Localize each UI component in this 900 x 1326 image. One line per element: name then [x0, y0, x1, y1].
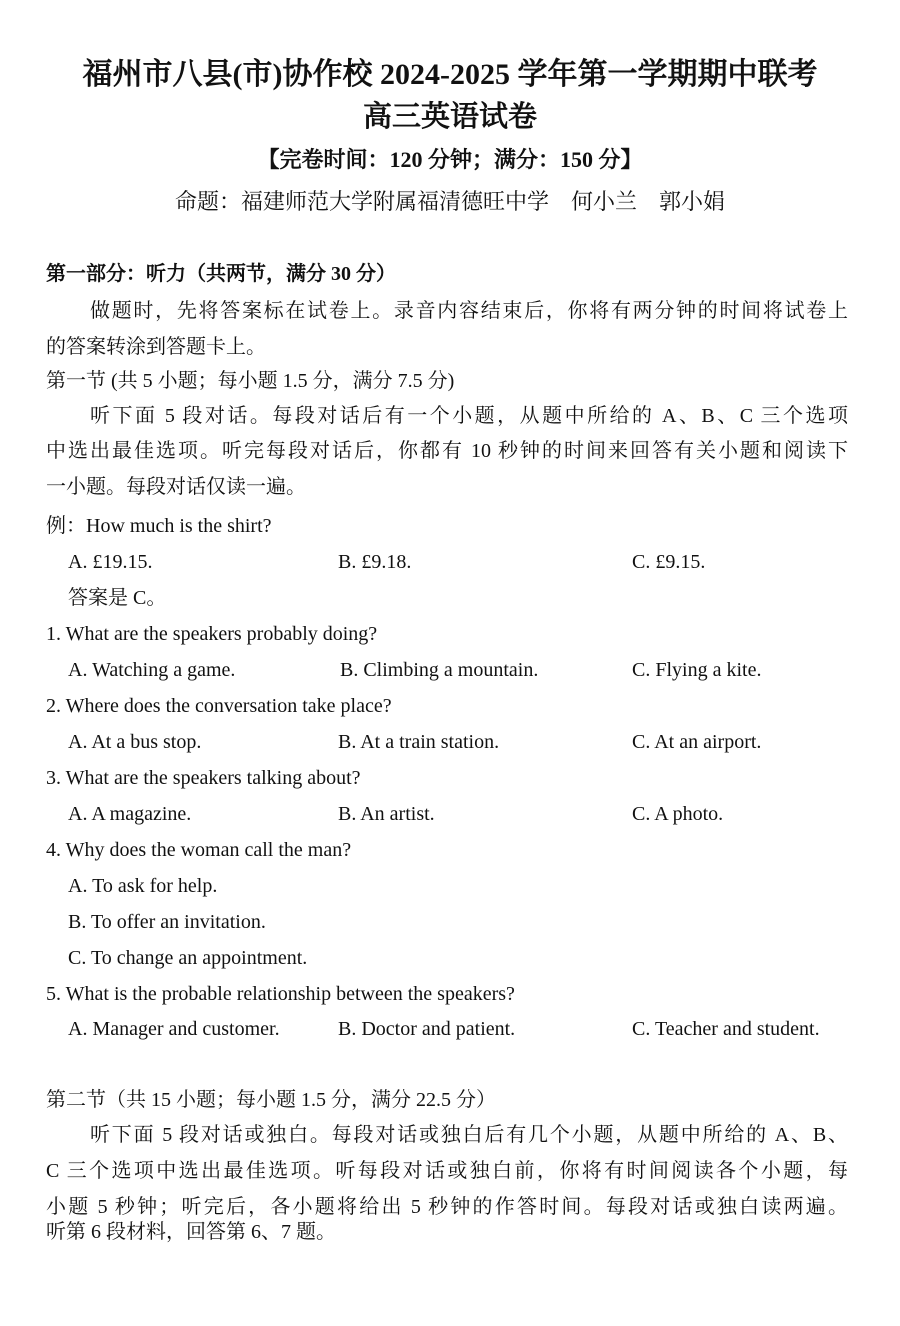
example-option-c: C. £9.15. [632, 551, 706, 573]
q5-option-a: A. Manager and customer. [68, 1018, 280, 1040]
example-option-b: B. £9.18. [338, 551, 412, 573]
question-2: 2. Where does the conversation take place? [46, 695, 392, 717]
section1-intro-line: 一小题。每段对话仅读一遍。 [46, 476, 306, 498]
q2-option-c: C. At an airport. [632, 731, 762, 753]
section1-intro-line: 听下面 5 段对话。每段对话后有一个小题，从题中所给的 A、B、C 三个选项 [90, 405, 848, 427]
question-5: 5. What is the probable relationship between the speakers? [46, 983, 515, 1005]
q4-option-c: C. To change an appointment. [68, 947, 308, 969]
section1-intro-line: 中选出最佳选项。听完每段对话后，你都有 10 秒钟的时间来回答有关小题和阅读下 [46, 440, 848, 462]
example-answer: 答案是 C。 [68, 587, 167, 609]
part1-intro-line: 做题时，先将答案标在试卷上。录音内容结束后，你将有两分钟的时间将试卷上 [90, 300, 848, 322]
example-option-a: A. £19.15. [68, 551, 153, 573]
authors: 命题：福建师范大学附属福清德旺中学 何小兰 郭小娟 [174, 189, 725, 214]
part1-heading: 第一部分：听力（共两节，满分 30 分） [46, 263, 396, 285]
time-info: 【完卷时间：120 分钟；满分：150 分】 [257, 147, 643, 172]
section2-intro-line: C 三个选项中选出最佳选项。听每段对话或独白前，你将有时间阅读各个小题，每 [46, 1160, 848, 1182]
q1-option-b: B. Climbing a mountain. [340, 659, 539, 681]
q2-option-b: B. At a train station. [338, 731, 500, 753]
example-question: 例：How much is the shirt? [46, 515, 272, 537]
section2-intro-line: 听下面 5 段对话或独白。每段对话或独白后有几个小题，从题中所给的 A、B、 [90, 1124, 848, 1146]
q4-option-b: B. To offer an invitation. [68, 911, 266, 933]
q1-option-a: A. Watching a game. [68, 659, 236, 681]
question-4: 4. Why does the woman call the man? [46, 839, 352, 861]
section2-intro-line: 小题 5 秒钟；听完后，各小题将给出 5 秒钟的作答时间。每段对话或独白读两遍。 [46, 1196, 848, 1218]
q2-option-a: A. At a bus stop. [68, 731, 202, 753]
exam-title: 福州市八县(市)协作校 2024-2025 学年第一学期期中联考 [82, 58, 818, 91]
q3-option-a: A. A magazine. [68, 803, 192, 825]
section2-heading: 第二节（共 15 小题；每小题 1.5 分，满分 22.5 分） [46, 1089, 496, 1111]
section1-heading: 第一节 (共 5 小题；每小题 1.5 分，满分 7.5 分) [46, 370, 455, 392]
q3-option-c: C. A photo. [632, 803, 724, 825]
question-3: 3. What are the speakers talking about? [46, 767, 361, 789]
q5-option-c: C. Teacher and student. [632, 1018, 820, 1040]
material-6-instruction: 听第 6 段材料，回答第 6、7 题。 [46, 1221, 336, 1243]
exam-subtitle: 高三英语试卷 [362, 101, 537, 133]
q4-option-a: A. To ask for help. [68, 875, 218, 897]
q1-option-c: C. Flying a kite. [632, 659, 762, 681]
question-1: 1. What are the speakers probably doing? [46, 623, 378, 645]
part1-intro-line: 的答案转涂到答题卡上。 [46, 336, 266, 358]
q3-option-b: B. An artist. [338, 803, 435, 825]
q5-option-b: B. Doctor and patient. [338, 1018, 516, 1040]
